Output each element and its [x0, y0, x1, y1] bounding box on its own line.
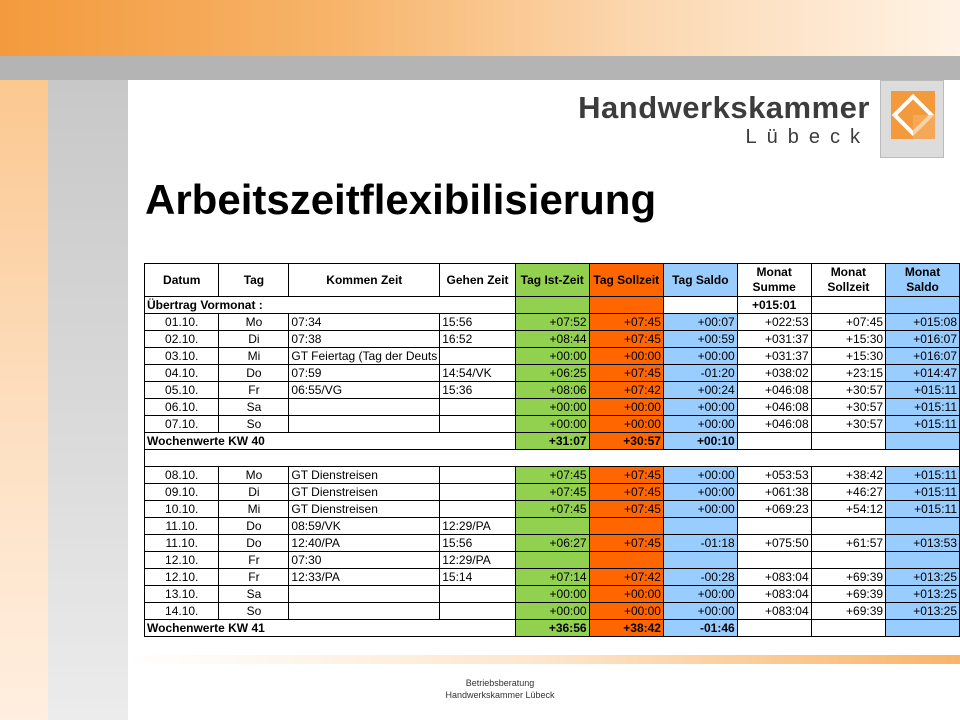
table-cell: +015:11: [886, 382, 960, 399]
column-header: Tag Saldo: [663, 264, 737, 297]
table-cell: +30:57: [811, 416, 885, 433]
carry-over-value: +015:01: [737, 297, 811, 314]
handwerkskammer-logo: [880, 80, 944, 158]
table-cell: [289, 399, 440, 416]
table-cell: 12.10.: [145, 552, 219, 569]
table-cell: +022:53: [737, 314, 811, 331]
table-row: [145, 348, 960, 365]
left-orange-band: [0, 80, 48, 720]
table-cell: +07:45: [811, 314, 885, 331]
table-cell: Di: [219, 484, 289, 501]
time-sheet-table: [144, 263, 960, 637]
week-total-label: Wochenwerte KW 40: [145, 433, 516, 450]
table-cell: 15:56: [440, 314, 516, 331]
table-cell: 07:38: [289, 331, 440, 348]
table-cell: 12:29/PA: [440, 552, 516, 569]
table-cell: +016:07: [886, 348, 960, 365]
column-header: Tag: [219, 264, 289, 297]
table-row: [145, 365, 960, 382]
table-cell: [886, 297, 960, 314]
table-cell: +083:04: [737, 586, 811, 603]
table-cell: 04.10.: [145, 365, 219, 382]
table-cell: +00:59: [663, 331, 737, 348]
table-cell: +30:57: [811, 399, 885, 416]
column-header: Kommen Zeit: [289, 264, 440, 297]
table-cell: +54:12: [811, 501, 885, 518]
table-cell: [589, 552, 663, 569]
table-cell: +00:00: [589, 416, 663, 433]
table-cell: +07:45: [589, 535, 663, 552]
table-cell: +00:00: [515, 416, 589, 433]
table-cell: 03.10.: [145, 348, 219, 365]
table-cell: 08.10.: [145, 467, 219, 484]
table-cell: 12:29/PA: [440, 518, 516, 535]
table-cell: 10.10.: [145, 501, 219, 518]
table-cell: [515, 518, 589, 535]
table-cell: +075:50: [737, 535, 811, 552]
table-cell: +069:23: [737, 501, 811, 518]
table-cell: 06.10.: [145, 399, 219, 416]
table-cell: [811, 518, 885, 535]
week-total-ist: +36:56: [515, 620, 589, 637]
table-cell: Sa: [219, 399, 289, 416]
week-total-soll: +30:57: [589, 433, 663, 450]
table-cell: 11.10.: [145, 518, 219, 535]
week-total-ist: +31:07: [515, 433, 589, 450]
table-cell: +013:53: [886, 535, 960, 552]
table-cell: So: [219, 416, 289, 433]
table-cell: +30:57: [811, 382, 885, 399]
table-cell: Mo: [219, 467, 289, 484]
table-cell: [440, 348, 516, 365]
table-cell: 14:54/VK: [440, 365, 516, 382]
logo-icon: [881, 81, 943, 157]
week-total-soll: +38:42: [589, 620, 663, 637]
week-total-saldo: -01:46: [663, 620, 737, 637]
column-header: Tag Ist-Zeit: [515, 264, 589, 297]
table-cell: 12:40/PA: [289, 535, 440, 552]
table-cell: +00:00: [515, 603, 589, 620]
table-cell: +083:04: [737, 603, 811, 620]
table-cell: [440, 484, 516, 501]
table-cell: +046:08: [737, 416, 811, 433]
column-header: Gehen Zeit: [440, 264, 516, 297]
carry-over-label: Übertrag Vormonat :: [145, 297, 516, 314]
table-cell: GT Dienstreisen: [289, 484, 440, 501]
brand-city: Lübeck: [745, 126, 870, 148]
table-cell: 13.10.: [145, 586, 219, 603]
table-cell: +00:00: [589, 586, 663, 603]
column-header: Monat Summe: [737, 264, 811, 297]
column-header: Monat Saldo: [886, 264, 960, 297]
top-orange-band: [0, 0, 960, 56]
left-gray-band: [48, 80, 128, 720]
table-cell: [440, 586, 516, 603]
table-cell: [811, 620, 885, 637]
table-cell: +07:45: [515, 501, 589, 518]
table-cell: 08:59/VK: [289, 518, 440, 535]
table-cell: [811, 552, 885, 569]
table-cell: [589, 297, 663, 314]
table-cell: +69:39: [811, 603, 885, 620]
table-cell: [811, 433, 885, 450]
table-cell: 16:52: [440, 331, 516, 348]
table-cell: +07:45: [589, 467, 663, 484]
table-cell: +083:04: [737, 569, 811, 586]
table-cell: Mi: [219, 501, 289, 518]
table-cell: +07:14: [515, 569, 589, 586]
table-cell: [886, 433, 960, 450]
table-cell: +46:27: [811, 484, 885, 501]
table-cell: [886, 552, 960, 569]
table-cell: Do: [219, 518, 289, 535]
table-cell: [663, 297, 737, 314]
table-cell: Fr: [219, 569, 289, 586]
table-cell: Mi: [219, 348, 289, 365]
table-cell: [737, 518, 811, 535]
week-total-row: [145, 620, 960, 637]
table-cell: +013:25: [886, 603, 960, 620]
table-cell: +61:57: [811, 535, 885, 552]
table-cell: [886, 518, 960, 535]
table-cell: +00:00: [663, 467, 737, 484]
table-cell: +014:47: [886, 365, 960, 382]
table-row: [145, 518, 960, 535]
table-cell: 07:30: [289, 552, 440, 569]
table-cell: [440, 501, 516, 518]
footer: [380, 677, 620, 701]
brand-name: Handwerkskammer: [578, 90, 870, 125]
table-cell: So: [219, 603, 289, 620]
carry-over-row: [145, 297, 960, 314]
table-cell: 07:59: [289, 365, 440, 382]
table-cell: 15:56: [440, 535, 516, 552]
table-cell: +07:52: [515, 314, 589, 331]
table-cell: Mo: [219, 314, 289, 331]
table-cell: +07:45: [589, 501, 663, 518]
table-cell: +00:00: [663, 603, 737, 620]
table-cell: +061:38: [737, 484, 811, 501]
table-cell: +00:07: [663, 314, 737, 331]
table-row: [145, 382, 960, 399]
table-cell: +015:11: [886, 467, 960, 484]
column-header: Monat Sollzeit: [811, 264, 885, 297]
table-row: [145, 399, 960, 416]
table-cell: 07:34: [289, 314, 440, 331]
footer-line-1: Betriebsberatung: [465, 678, 535, 688]
table-row: [145, 416, 960, 433]
table-cell: +00:00: [663, 484, 737, 501]
table-row: [145, 467, 960, 484]
table-cell: 11.10.: [145, 535, 219, 552]
table-cell: Do: [219, 365, 289, 382]
table-cell: [440, 603, 516, 620]
table-cell: 09.10.: [145, 484, 219, 501]
table-cell: 06:55/VG: [289, 382, 440, 399]
table-cell: +046:08: [737, 399, 811, 416]
table-cell: +00:00: [663, 416, 737, 433]
table-cell: Di: [219, 331, 289, 348]
table-cell: +016:07: [886, 331, 960, 348]
table-cell: +06:27: [515, 535, 589, 552]
table-cell: +38:42: [811, 467, 885, 484]
table-cell: +69:39: [811, 586, 885, 603]
table-cell: +00:00: [515, 399, 589, 416]
table-cell: +08:06: [515, 382, 589, 399]
week-total-saldo: +00:10: [663, 433, 737, 450]
bottom-orange-line: [128, 655, 960, 664]
column-header: Tag Sollzeit: [589, 264, 663, 297]
table-cell: +00:00: [663, 586, 737, 603]
footer-line-2: Handwerkskammer Lübeck: [445, 690, 555, 700]
table-cell: +07:45: [515, 484, 589, 501]
table-cell: +013:25: [886, 569, 960, 586]
table-row: [145, 569, 960, 586]
table-cell: +07:45: [589, 484, 663, 501]
table-row: [145, 331, 960, 348]
table-cell: [811, 297, 885, 314]
table-row: [145, 314, 960, 331]
table-cell: +23:15: [811, 365, 885, 382]
table-cell: +015:11: [886, 501, 960, 518]
table-cell: [589, 518, 663, 535]
table-cell: [289, 603, 440, 620]
table-row: [145, 535, 960, 552]
table-cell: 14.10.: [145, 603, 219, 620]
table-cell: +06:25: [515, 365, 589, 382]
table-cell: +031:37: [737, 331, 811, 348]
table-row: [145, 603, 960, 620]
table-row: [145, 586, 960, 603]
spacer-row: [145, 450, 960, 467]
table-cell: +046:08: [737, 382, 811, 399]
table-cell: +00:00: [589, 603, 663, 620]
table-cell: 01.10.: [145, 314, 219, 331]
table-cell: [440, 399, 516, 416]
table-cell: GT Dienstreisen: [289, 501, 440, 518]
table-cell: +07:42: [589, 569, 663, 586]
table-cell: +00:00: [515, 586, 589, 603]
week-total-row: [145, 433, 960, 450]
table-cell: +015:08: [886, 314, 960, 331]
table-cell: +015:11: [886, 484, 960, 501]
table-cell: +15:30: [811, 348, 885, 365]
table-cell: Sa: [219, 586, 289, 603]
table-cell: +00:00: [589, 348, 663, 365]
table-row: [145, 501, 960, 518]
table-cell: +053:53: [737, 467, 811, 484]
table-cell: 12.10.: [145, 569, 219, 586]
table-cell: 15:36: [440, 382, 516, 399]
table-cell: 07.10.: [145, 416, 219, 433]
table-cell: Do: [219, 535, 289, 552]
table-cell: +07:42: [589, 382, 663, 399]
table-cell: +07:45: [589, 365, 663, 382]
table-cell: +015:11: [886, 416, 960, 433]
table-cell: [663, 552, 737, 569]
table-cell: +00:00: [515, 348, 589, 365]
table-cell: +013:25: [886, 586, 960, 603]
table-cell: +00:00: [663, 348, 737, 365]
table-cell: +69:39: [811, 569, 885, 586]
page-title: Arbeitszeitflexibilisierung: [145, 176, 657, 223]
table-cell: +00:24: [663, 382, 737, 399]
table-cell: GT Feiertag (Tag der Deuts: [289, 348, 440, 365]
table-cell: Fr: [219, 382, 289, 399]
table-cell: +07:45: [589, 331, 663, 348]
table-cell: GT Dienstreisen: [289, 467, 440, 484]
table-cell: 02.10.: [145, 331, 219, 348]
table-cell: [440, 467, 516, 484]
table-cell: 15:14: [440, 569, 516, 586]
table-cell: 05.10.: [145, 382, 219, 399]
table-cell: +031:37: [737, 348, 811, 365]
table-cell: 12:33/PA: [289, 569, 440, 586]
table-cell: [886, 620, 960, 637]
table-cell: [515, 552, 589, 569]
column-header: Datum: [145, 264, 219, 297]
spacer-cell: [145, 450, 960, 467]
table-row: [145, 552, 960, 569]
table-cell: [515, 297, 589, 314]
table-cell: +15:30: [811, 331, 885, 348]
table-cell: Fr: [219, 552, 289, 569]
table-cell: [289, 586, 440, 603]
table-cell: +00:00: [663, 399, 737, 416]
table-cell: [440, 416, 516, 433]
table-cell: [737, 552, 811, 569]
table-cell: [663, 518, 737, 535]
table-cell: +00:00: [589, 399, 663, 416]
table-cell: +015:11: [886, 399, 960, 416]
table-cell: -01:20: [663, 365, 737, 382]
table-cell: +07:45: [589, 314, 663, 331]
table-cell: -00:28: [663, 569, 737, 586]
table-cell: +08:44: [515, 331, 589, 348]
table-cell: +038:02: [737, 365, 811, 382]
table-cell: [737, 433, 811, 450]
week-total-label: Wochenwerte KW 41: [145, 620, 516, 637]
table-cell: -01:18: [663, 535, 737, 552]
table-row: [145, 484, 960, 501]
table-cell: +00:00: [663, 501, 737, 518]
table-cell: [737, 620, 811, 637]
top-gray-band: [0, 56, 960, 80]
table-cell: +07:45: [515, 467, 589, 484]
table-cell: [289, 416, 440, 433]
table-header-row: [145, 264, 960, 297]
